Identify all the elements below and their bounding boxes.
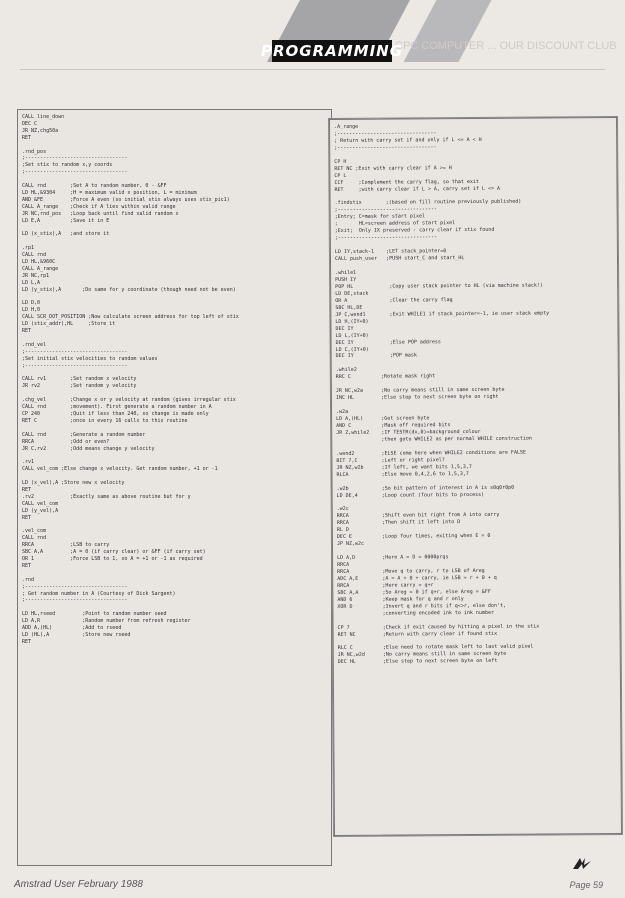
footer-magazine: Amstrad User February 1988 [14,879,143,890]
footer-page-number: Page 59 [569,880,603,890]
continued-arrow-icon [571,855,593,871]
code-listing-left [17,109,332,866]
page-divider [20,69,605,70]
header-decor-stripe [404,0,492,62]
faint-bleedthrough-text: CPC COMPUTER ... OUR DISCOUNT CLUB [395,40,617,52]
code-listing-right [329,117,622,836]
code-text-right: .A_range ;--------------------------------- ; Return with carry set if and only if L <= A < H ;--------------------------------- CP H RET NC ;Exit with carry clear if A >= H CP L CCF ;Complement the carry flag, so that exit RET ;with carry clear if L > A, carry set if L <= A .findstix ;(based on fill routine previously published) ;--------------------------------- ;Entry; C=mask for start pixel ; HL=screen address of start pixel ;Exit; Only IX preserved - carry clear if stix found ;--------------------------------- LD IY,stack-1 ;LET stack_pointer=0 CALL push_user ;PUSH start_C and start_HL .while1 PUSH IY POP HL ;Copy user stack pointer to HL (via machine stack!) LD DE,stack OR A ;Clear the carry flag SBC HL,DE JP C,wend1 ;Exit WHILE1 if stack_pointer=-1, ie user stack empty LD H,(IY+0) DEC IY LD L,(IY+0) DEC IY ;Else POP address LD C,(IY+0) DEC IY ;POP mask .while2 RRC C ;Rotate mask right JR NC,w2a ;No carry means still in same screen byte INC HL ;Else step to next screen byte on right .w2a LD A,(HL) ;Get screen byte AND C ;Mask off required bits JR Z,while2 ;IF TESTR(dx,0)=background_colour ;then goto WHILE2 as per normal WHILE construction .wend2 ;ELSE come here when WHILE2 conditions are FALSE BIT 7,C ;Left or right pixel? JR NZ,w2b ;If left, we want bits 1,5,3,7 RLCA ;Else move 0,4,2,6 to 1,5,3,7 .w2b ;So bit pattern of interest in A is s0q0r0p0 LD DE,4 ;Loop count (four bits to process) .w2c RRCA ;Shift even bit right from A into carry RRCA ;Then shift it left into D RL D DEC E ;Loop four times, exiting when E = 0 JP NZ,w2c LD A,D ;Here A = D = 0000prqs RRCA RRCA ;Move q to carry, r to LSB of Areg ADC A,E ;A = A + 0 + carry, ie LSB = r + 0 + q RRCA ;Here carry = q+r SBC A,A ;So Areg = 0 if q+r, else Areg = &FF AND 6 ;Keep mask for q and r only XOR D ;Invert q and r bits if q<>r, else don't, ;converting encoded ink to ink number CP 7 ;Check if exit caused by hitting a pixel in the stix RET NC ;Return with carry clear if found stix RLC C ;Else need to rotate mask left to last valid pixel JR NC,w2d ;No carry means still in same screen byte DEC HL ;Else step to next screen byte on left [334,123,550,666]
code-text-left: CALL line_down DEC C JR NZ,chg50a RET .rnd_pos ;---------------------------------- ;Set stix to random x,y coords ;---------------------------------- CALL rnd ;Set A to random number, 0 - &FF LD HL,&9304 ;H = maximum valid x position, L = minimum AND &FE ;Force A even (so initial stix always uses stix_pic1) CALL A_range ;Check if A lies within valid range JR NC,rnd_pos ;Loop back until find valid random x LD E,A ;Save it in E LD (x_stix),A ;and store it .rp1 CALL rnd LD HL,&960C CALL A_range JR NC,rp1 LD L,A LD (y_stix),A ;Do same for y coordinate (though need not be even) LD D,0 LD H,0 CALL SCR_DOT_POSITION ;Now calculate screen address for top left of stix LD (stix_addr),HL ;Store it RET .rnd_vel ;---------------------------------- ;Set initial stix velocities to random values ;---------------------------------- CALL rv1 ;Set random x velocity JR rv2 ;Set random y velocity .chg_vel ;Change x or y velocity at random (gives irregular stix CALL rnd ;movement). First generate a random number in A CP 240 ;Quit if less than 240, so change is made only RET C ;once in every 16 calls to this routine CALL rnd ;Generate a random number RRCA ;Odd or even? JR C,rv2 ;Odd means change y velocity .rv1 CALL vel_com ;Else change x velocity. Get random number, +1 or -1 LD (x_vel),A ;Store new x velocity RET .rv2 ;Exactly same as above routine but for y CALL vel_com LD (y_vel),A RET .vel_com CALL rnd RRCA ;LSB to carry SBC A,A ;A = 0 (if carry clear) or &FF (if carry set) OR 1 ;Force LSB to 1, so A = +1 or -1 as required RET .rnd ;---------------------------------- ; Get random number in A (Courtesy of Dick Sargent) ;---------------------------------- LD HL,rseed ;Point to random number seed LD A,R ;Random number from refresh register ADD A,(HL) ;Add to rseed LD (HL),A ;Store new rseed RET [22,114,239,645]
section-title: PROGRAMMING [260,42,404,60]
